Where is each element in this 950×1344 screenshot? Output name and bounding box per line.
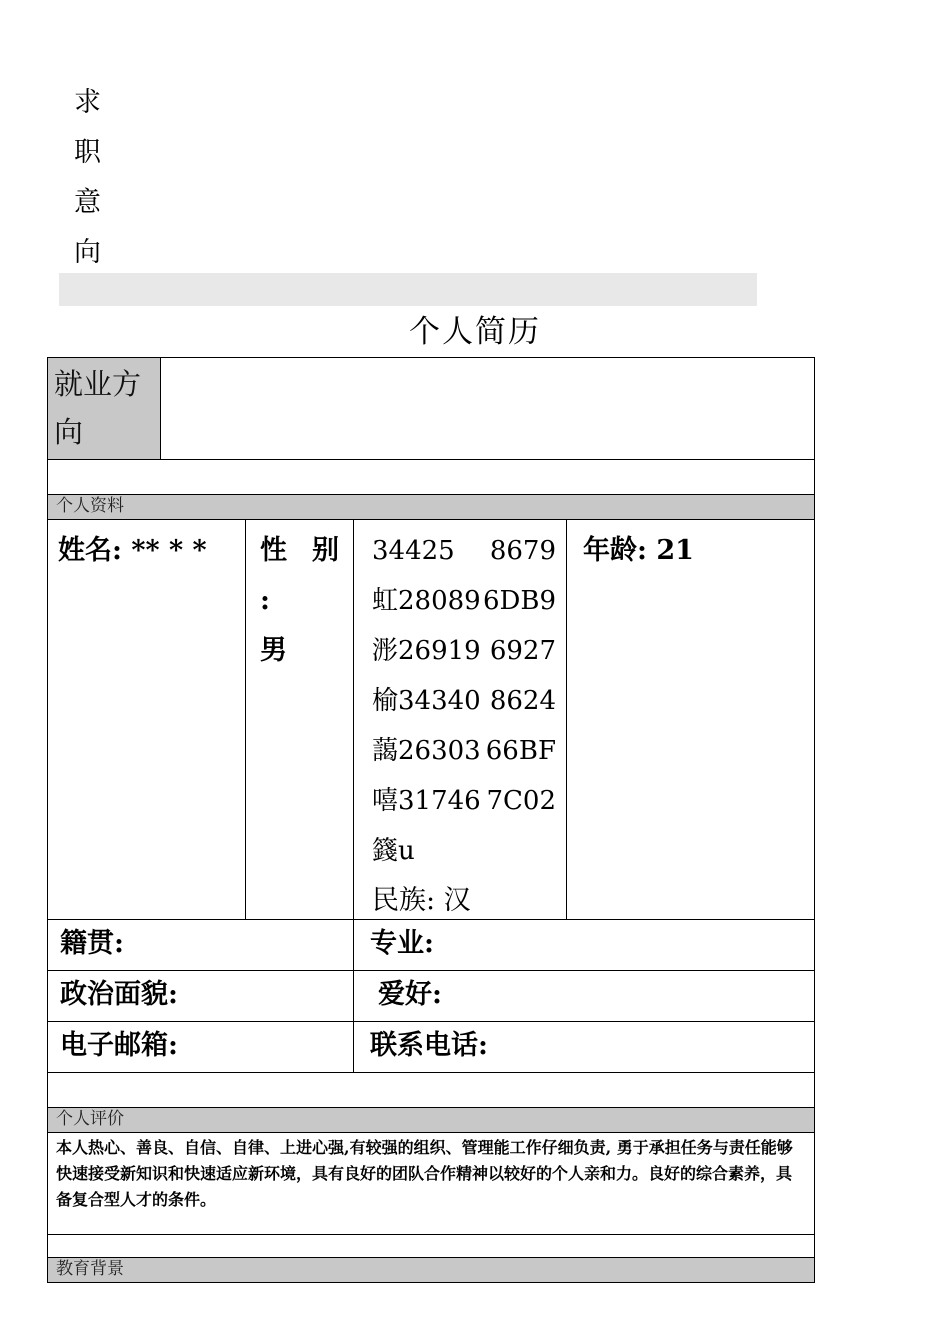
code-text: 6DB9 xyxy=(482,586,556,616)
code-row xyxy=(372,626,556,676)
code-row xyxy=(372,526,556,576)
code-text: 7C02 xyxy=(486,786,556,816)
spacer-row xyxy=(48,1072,814,1107)
code-text: 嘻31746 xyxy=(372,786,481,816)
code-cell xyxy=(353,520,566,919)
code-text: 籛u xyxy=(372,836,415,866)
native-place-field: 籍贯: xyxy=(60,928,124,959)
code-text: 虹28089 xyxy=(372,586,481,616)
hobbies-field: 爱好: xyxy=(353,971,814,1021)
name-field: 姓名: ** * * xyxy=(58,535,207,566)
code-text: 藹26303 xyxy=(372,736,481,766)
vertical-heading-char: 意 xyxy=(74,187,101,218)
job-row xyxy=(48,358,814,459)
code-row xyxy=(372,576,556,626)
code-row xyxy=(372,676,556,726)
grey-band xyxy=(59,273,757,306)
job-direction-value[interactable] xyxy=(160,358,814,459)
gender-label: 性 别 : xyxy=(260,535,339,616)
code-row xyxy=(372,826,556,876)
page-title: 个人简历 xyxy=(409,314,541,350)
ethnicity-field: 民族: 汉 xyxy=(372,885,471,916)
vertical-heading-char: 求 xyxy=(74,87,101,118)
self-evaluation-text: 本人热心、善良、自信、自律、上进心强,有较强的组织、管理能工作仔细负责, 勇于承担任务与责任能够快速接受新知识和快速适应新环境，具有良好的团队合作精神以较好的个人亲和力。良好的综合素养，具备复合型人才的条件。 xyxy=(48,1132,814,1234)
code-text: 浵26919 xyxy=(372,636,481,666)
spacer-row xyxy=(48,459,814,494)
vertical-heading-char: 职 xyxy=(74,137,101,168)
native-major-row xyxy=(48,919,814,970)
spacer-row xyxy=(48,1234,814,1257)
major-field: 专业: xyxy=(353,920,814,970)
age-field: 年龄: 21 xyxy=(566,520,814,919)
vertical-heading xyxy=(74,78,114,278)
political-status-field: 政治面貌: xyxy=(60,979,178,1010)
personal-info-row xyxy=(48,519,814,919)
phone-field: 联系电话: xyxy=(353,1022,814,1072)
vertical-heading-char: 向 xyxy=(74,237,101,268)
section-header-evaluation: 个人评价 xyxy=(48,1107,814,1132)
code-text: 榆34340 xyxy=(372,686,481,716)
section-header-personal: 个人资料 xyxy=(48,494,814,519)
contact-row xyxy=(48,1021,814,1072)
code-text: 8679 xyxy=(489,536,556,566)
email-field: 电子邮箱: xyxy=(60,1030,178,1061)
political-hobby-row xyxy=(48,970,814,1021)
resume-table xyxy=(47,357,815,1283)
code-text: 66BF xyxy=(485,736,556,766)
gender-value: 男 xyxy=(260,635,287,666)
code-text: 6927 xyxy=(489,636,556,666)
gender-cell xyxy=(245,520,353,919)
code-row xyxy=(372,726,556,776)
code-text: 34425 xyxy=(372,536,455,566)
section-header-education: 教育背景 xyxy=(48,1257,814,1282)
code-text: 8624 xyxy=(489,686,556,716)
job-direction-label: 就业方向 xyxy=(48,358,160,459)
code-row xyxy=(372,776,556,826)
